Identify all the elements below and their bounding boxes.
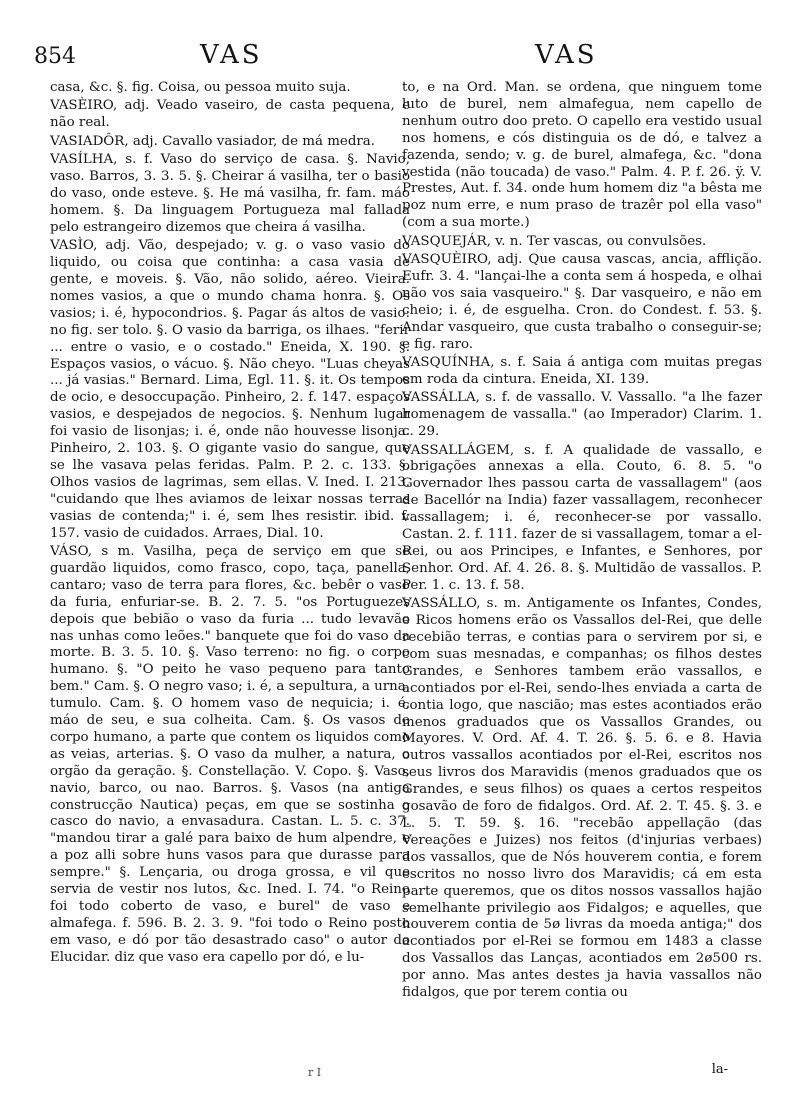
catchword: la- bbox=[711, 1062, 728, 1077]
entry-vasquinha: VASQUÍNHA, s. f. Saia á antiga com muitas pregas em roda da cintura. Eneida, XI. 139. bbox=[402, 355, 762, 387]
entry-vassalla: VASSÁLLA, s. f. de vassallo. V. Vassallo. "a lhe fazer homenagem de vassalla." (ao Imperador) Clarim. 1. c. 29. bbox=[402, 390, 762, 440]
entry-vasquejar: VASQUEJÁR, v. n. Ter vascas, ou convulsões. bbox=[402, 233, 707, 249]
right-running-headword: VAS bbox=[535, 40, 598, 70]
entry-vasio: VASÌO, adj. Vão, despejado; v. g. o vaso vasio do liquido, ou coisa que continha: a casa vasia de gente, e moveis. §. Vão, não solido, aéreo. Vieira. nomes vasios, a que o mundo chama honra. §. Os vasios; i. é, hypocondrios. §. Pagar ás altos de vasio: no fig. ser tolo. §. O vasio da barriga, os ilhaes. "ferir ... entre o vasio, e o costado." Eneida, X. 190. §. Espaços vasios, o vácuo. §. Não cheyo. "Luas cheyas ... já vasias." Bernard. Lima, Egl. 11. §. it. Os tempos de ocio, e desoccupação. Pinheiro, 2. f. 147. espaços vasios, e despejados de negocios. §. Nenhum lugar foi vasio de lisonjas; i. é, onde não houvesse lisonja. Pinheiro, 2. 103. §. O gigante vasio do sangue, que se lhe vasava pelas feridas. Palm. P. 2. c. 133. §. Olhos vasios de lagrimas, sem ellas. V. Ined. I. 213. "cuidando que lhes aviamos de leixar nossas terras vasias de contenda;" i. é, sem lhes resistir. ibid. f. 157. vasio de cuidados. Arraes, Dial. 10. bbox=[50, 238, 410, 541]
entry-vasqueiro: VASQUÈIRO, adj. Que causa vascas, ancia, afflição. Eufr. 3. 4. "lançai-lhe a conta sem á hospeda, e olhai não vos saia vasqueiro." §. Dar vasqueiro, e não em cheio; i. é, de esguelha. Cron. do Condest. f. 53. §. Andar vasqueiro, que custa trabalho o conseguir-se; e fig. raro. bbox=[402, 252, 762, 352]
signature-mark: r I bbox=[308, 1066, 322, 1079]
entry-vaso-continuation: to, e na Ord. Man. se ordena, que ninguem tome luto de burel, nem almafegua, nem capello de nenhum outro doo preto. O capello era vestido usual nos homens, e cós distinguia os de dó, e talvez a fazenda, sendo; v. g. de burel, almafega, &c. "dona vestida (não toucada) de vaso." Palm. 4. P. f. 26. ÿ. V. Prestes, Aut. f. 34. onde hum homem diz "a bêsta me poz num erre, e num praso de trazêr pol ella vaso" (com a sua morte.) bbox=[402, 80, 762, 231]
entry-vassallo: VASSÁLLO, s. m. Antigamente os Infantes, Condes, e Ricos homens erão os Vassallos del-Rei, que delle recebião terras, e contias para o servirem por si, e com suas mesnadas, e companhas; os filhos destes Grandes, e Senhores tambem erão vassallos, e acontiados por el-Rei, sendo-lhes enviada a carta de contia logo, que nascião; mas estes acontiados erão menos graduados que os Vassallos Grandes, ou Mayores. V. Ord. Af. 4. T. 26. §. 5. 6. e 8. Havia outros vassallos acontiados por el-Rei, escritos nos seus livros dos Maravidis (menos graduados que os Grandes, e seus filhos) os quaes a certos respeitos gosavão de foro de fidalgos. Ord. Af. 2. T. 45. §. 3. e L. 5. T. 59. §. 16. "recebão appellação (das Vereações e Juizes) nos feitos (d'injurias verbaes) dos vassallos, que de Nós houverem contia, e forem escritos no nosso livro dos Maravidis; cá em esta parte queremos, que os ditos nossos vassallos hajão semelhante privilegio aos Fidalgos; e aquelles, que houverem contia de 5ø livras da moeda antiga;" dos acontiados por el-Rei se formou em 1483 a classe dos Vassallos das Lanças, acontiados em 2ø500 rs. por anno. Mas antes destes ja havia vassallos não fidalgos, que por terem contia ou bbox=[402, 596, 762, 1001]
entry-vaseiro: VASÈIRO, adj. Veado vaseiro, de casta pequena, e não real. bbox=[50, 98, 410, 131]
entry-casa-continuation: casa, &c. §. fig. Coisa, ou pessoa muito suja. bbox=[50, 80, 351, 95]
left-running-headword: VAS bbox=[200, 40, 263, 70]
entry-vaso: VÁSO, s m. Vasilha, peça de serviço em que se guardão liquidos, como frasco, copo, taça, panella, cantaro; vaso de terra para flores, &c. bebêr o vaso da furia, enfuriar-se. B. 2. 7. 5. "os Portuguezes depois que bebião o vaso da furia ... tudo levavão nas unhas como leões." banquete que foi do vaso da morte. B. 3. 5. 10. §. Vaso terreno: no fig. o corpo humano. §. "O peito he vaso pequeno para tanto bem." Cam. §. O negro vaso; i. é, a sepultura, a urna, tumulo. Cam. §. O homem vaso de nequicia; i. é, máo de seu, e sua colheita. Cam. §. Os vasos do corpo humano, a parte que contem os liquidos como as veias, arterias. §. O vaso da mulher, a natura, o orgão da geração. §. Constellação. V. Copo. §. Vaso, navio, barco, ou nao. Barros. §. Vasos (na antiga construcção Nautica) peças, em que se sostinha o casco do navio, a envasadura. Castan. L. 5. c. 37. "mandou tirar a galé para baixo de hum alpendre, e a poz alli sobre huns vasos para que durasse para sempre." §. Lençaria, ou droga grossa, e vil que servia de vestir nos lutos, &c. Ined. I. 74. "o Reino foi todo coberto de vaso, e burel" de vaso e almafega. f. 596. B. 2. 3. 9. "foi todo o Reino posto em vaso, e dó por tão desastrado caso" o autor do Elucidar. diz que vaso era capello por dó, e lu- bbox=[50, 543, 410, 965]
entry-vassallagem: VASSALLÁGEM, s. f. A qualidade de vassallo, e obrigações annexas a ella. Couto, 6. 8. 5. "o Governador lhes passou carta de vassallagem" (aos de Bacellór na India) fazer vassallagem, reconhecer vassallagem; i. é, reconhecer-se por vassallo. Castan. 2. f. 111. fazer de si vassallagem, tomar a el-Rei, ou aos Principes, e Infantes, e Senhores, por Senhor. Ord. Af. 4. 26. 8. §. Multidão de vassallos. P. Per. 1. c. 13. f. 58. bbox=[402, 442, 762, 593]
entry-vasilha: VASÍLHA, s. f. Vaso do serviço de casa. §. Navio, vaso. Barros, 3. 3. 5. §. Cheirar á vasilha, ter o basio do vaso, onde esteve. §. He má vasilha, fr. fam. máo homem. §. Da linguagem Portugueza mal fallada pelo estrangeiro dizemos que cheira á vasilha. bbox=[50, 152, 410, 235]
left-column bbox=[50, 80, 410, 968]
entry-vasiador: VASIADÔR, adj. Cavallo vasiador, de má medra. bbox=[50, 133, 376, 149]
right-column bbox=[402, 80, 762, 1003]
page-number: 854 bbox=[34, 44, 76, 69]
